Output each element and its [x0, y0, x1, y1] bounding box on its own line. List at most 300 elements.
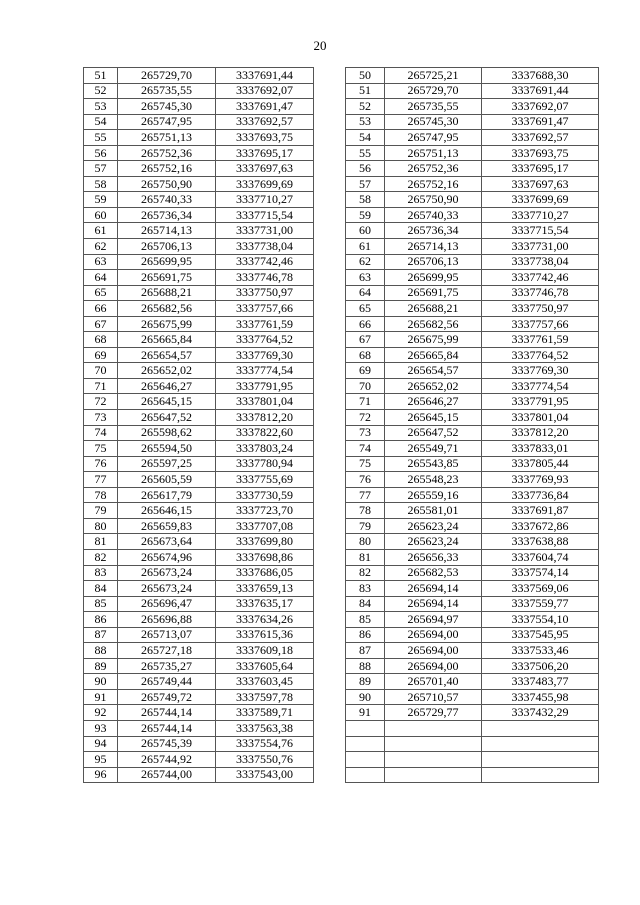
point-number-cell: 91 [84, 689, 118, 705]
point-number-cell: 57 [346, 176, 385, 192]
y-coordinate-cell: 3337750,97 [216, 285, 314, 301]
table-row [84, 99, 314, 115]
y-coordinate-cell: 3337746,78 [482, 285, 599, 301]
table-row [84, 363, 314, 379]
x-coordinate-cell: 265652,02 [385, 378, 482, 394]
point-number-cell: 79 [346, 518, 385, 534]
point-number-cell: 89 [84, 658, 118, 674]
y-coordinate-cell: 3337695,17 [216, 145, 314, 161]
table-row [346, 410, 599, 426]
y-coordinate-cell [482, 736, 599, 752]
y-coordinate-cell: 3337803,24 [216, 441, 314, 457]
table-row [84, 752, 314, 768]
point-number-cell: 83 [346, 581, 385, 597]
y-coordinate-cell [482, 720, 599, 736]
y-coordinate-cell: 3337692,57 [482, 130, 599, 146]
y-coordinate-cell: 3337710,27 [482, 207, 599, 223]
x-coordinate-cell: 265646,27 [118, 378, 216, 394]
x-coordinate-cell: 265647,52 [118, 410, 216, 426]
x-coordinate-cell: 265581,01 [385, 503, 482, 519]
table-row [346, 363, 599, 379]
point-number-cell: 52 [84, 83, 118, 99]
point-number-cell: 95 [84, 752, 118, 768]
y-coordinate-cell: 3337822,60 [216, 425, 314, 441]
x-coordinate-cell: 265751,13 [118, 130, 216, 146]
point-number-cell: 71 [346, 394, 385, 410]
x-coordinate-cell: 265752,16 [385, 176, 482, 192]
point-number-cell: 80 [346, 534, 385, 550]
x-coordinate-cell: 265699,95 [385, 270, 482, 286]
x-coordinate-cell: 265694,00 [385, 643, 482, 659]
x-coordinate-cell [385, 752, 482, 768]
point-number-cell: 85 [84, 596, 118, 612]
table-row [84, 612, 314, 628]
x-coordinate-cell: 265673,24 [118, 565, 216, 581]
y-coordinate-cell: 3337699,80 [216, 534, 314, 550]
y-coordinate-cell: 3337688,30 [482, 68, 599, 84]
table-row [84, 456, 314, 472]
point-number-cell: 69 [346, 363, 385, 379]
table-row [346, 643, 599, 659]
x-coordinate-cell: 265749,44 [118, 674, 216, 690]
table-row [346, 145, 599, 161]
y-coordinate-cell: 3337699,69 [216, 176, 314, 192]
table-row [84, 378, 314, 394]
point-number-cell: 66 [346, 316, 385, 332]
x-coordinate-cell: 265750,90 [385, 192, 482, 208]
point-number-cell: 77 [84, 472, 118, 488]
x-coordinate-cell: 265682,53 [385, 565, 482, 581]
y-coordinate-cell: 3337757,66 [482, 316, 599, 332]
x-coordinate-cell: 265735,27 [118, 658, 216, 674]
point-number-cell: 77 [346, 487, 385, 503]
table-row [346, 239, 599, 255]
y-coordinate-cell: 3337692,07 [482, 99, 599, 115]
x-coordinate-cell: 265729,77 [385, 705, 482, 721]
x-coordinate-cell: 265597,25 [118, 456, 216, 472]
table-row [84, 332, 314, 348]
y-coordinate-cell: 3337597,78 [216, 689, 314, 705]
point-number-cell: 76 [346, 472, 385, 488]
table-row [84, 347, 314, 363]
y-coordinate-cell: 3337774,54 [482, 378, 599, 394]
point-number-cell: 75 [346, 456, 385, 472]
x-coordinate-cell: 265735,55 [118, 83, 216, 99]
table-row [84, 239, 314, 255]
x-coordinate-cell: 265725,21 [385, 68, 482, 84]
table-row [346, 192, 599, 208]
point-number-cell: 68 [346, 347, 385, 363]
table-row [84, 518, 314, 534]
y-coordinate-cell: 3337533,46 [482, 643, 599, 659]
y-coordinate-cell: 3337589,71 [216, 705, 314, 721]
point-number-cell [346, 752, 385, 768]
y-coordinate-cell: 3337755,69 [216, 472, 314, 488]
y-coordinate-cell: 3337791,95 [216, 378, 314, 394]
table-row [346, 627, 599, 643]
table-row [84, 68, 314, 84]
point-number-cell: 65 [84, 285, 118, 301]
table-row [84, 145, 314, 161]
y-coordinate-cell: 3337812,20 [482, 425, 599, 441]
y-coordinate-cell: 3337742,46 [216, 254, 314, 270]
table-row [84, 441, 314, 457]
x-coordinate-cell: 265694,97 [385, 612, 482, 628]
table-row [346, 114, 599, 130]
x-coordinate-cell: 265559,16 [385, 487, 482, 503]
table-row [346, 767, 599, 783]
point-number-cell: 72 [84, 394, 118, 410]
table-row [346, 130, 599, 146]
y-coordinate-cell: 3337738,04 [216, 239, 314, 255]
table-row [346, 161, 599, 177]
y-coordinate-cell: 3337695,17 [482, 161, 599, 177]
point-number-cell: 59 [346, 207, 385, 223]
y-coordinate-cell: 3337615,36 [216, 627, 314, 643]
x-coordinate-cell: 265735,55 [385, 99, 482, 115]
y-coordinate-cell: 3337554,10 [482, 612, 599, 628]
y-coordinate-cell: 3337543,00 [216, 767, 314, 783]
point-number-cell: 86 [84, 612, 118, 628]
x-coordinate-cell: 265659,83 [118, 518, 216, 534]
x-coordinate-cell: 265647,52 [385, 425, 482, 441]
table-row [346, 83, 599, 99]
point-number-cell: 56 [84, 145, 118, 161]
y-coordinate-cell: 3337691,44 [482, 83, 599, 99]
table-row [346, 534, 599, 550]
y-coordinate-cell: 3337635,17 [216, 596, 314, 612]
y-coordinate-cell: 3337715,54 [216, 207, 314, 223]
point-number-cell: 51 [84, 68, 118, 84]
point-number-cell: 60 [346, 223, 385, 239]
y-coordinate-cell: 3337609,18 [216, 643, 314, 659]
y-coordinate-cell: 3337691,47 [482, 114, 599, 130]
x-coordinate-cell: 265654,57 [118, 347, 216, 363]
x-coordinate-cell: 265745,30 [118, 99, 216, 115]
x-coordinate-cell: 265682,56 [118, 301, 216, 317]
x-coordinate-cell: 265654,57 [385, 363, 482, 379]
table-row [84, 270, 314, 286]
point-number-cell: 63 [84, 254, 118, 270]
table-row [346, 596, 599, 612]
x-coordinate-cell: 265694,14 [385, 581, 482, 597]
table-row [84, 254, 314, 270]
point-number-cell: 60 [84, 207, 118, 223]
y-coordinate-cell: 3337774,54 [216, 363, 314, 379]
table-row [346, 487, 599, 503]
table-row [84, 130, 314, 146]
point-number-cell: 81 [346, 549, 385, 565]
x-coordinate-cell: 265727,18 [118, 643, 216, 659]
x-coordinate-cell: 265747,95 [385, 130, 482, 146]
x-coordinate-cell: 265646,15 [118, 503, 216, 519]
x-coordinate-cell: 265745,39 [118, 736, 216, 752]
y-coordinate-cell: 3337764,52 [482, 347, 599, 363]
y-coordinate-cell: 3337780,94 [216, 456, 314, 472]
table-row [84, 689, 314, 705]
y-coordinate-cell: 3337692,07 [216, 83, 314, 99]
point-number-cell: 50 [346, 68, 385, 84]
table-row [84, 161, 314, 177]
point-number-cell: 61 [346, 239, 385, 255]
table-row [346, 472, 599, 488]
x-coordinate-cell: 265740,33 [385, 207, 482, 223]
y-coordinate-cell: 3337801,04 [216, 394, 314, 410]
point-number-cell: 74 [84, 425, 118, 441]
x-coordinate-cell: 265714,13 [385, 239, 482, 255]
point-number-cell: 52 [346, 99, 385, 115]
table-row [346, 658, 599, 674]
y-coordinate-cell: 3337432,29 [482, 705, 599, 721]
x-coordinate-cell: 265701,40 [385, 674, 482, 690]
point-number-cell: 53 [84, 99, 118, 115]
y-coordinate-cell: 3337769,93 [482, 472, 599, 488]
table-row [84, 394, 314, 410]
table-row [346, 565, 599, 581]
x-coordinate-cell: 265646,27 [385, 394, 482, 410]
point-number-cell: 78 [84, 487, 118, 503]
x-coordinate-cell: 265548,23 [385, 472, 482, 488]
point-number-cell: 55 [346, 145, 385, 161]
y-coordinate-cell: 3337761,59 [482, 332, 599, 348]
y-coordinate-cell: 3337691,87 [482, 503, 599, 519]
y-coordinate-cell: 3337686,05 [216, 565, 314, 581]
x-coordinate-cell: 265745,30 [385, 114, 482, 130]
point-number-cell: 80 [84, 518, 118, 534]
y-coordinate-cell: 3337746,78 [216, 270, 314, 286]
table-row [346, 207, 599, 223]
table-row [84, 192, 314, 208]
table-row [84, 425, 314, 441]
table-row [84, 767, 314, 783]
y-coordinate-cell: 3337730,59 [216, 487, 314, 503]
x-coordinate-cell: 265749,72 [118, 689, 216, 705]
table-row [346, 581, 599, 597]
table-row [346, 176, 599, 192]
y-coordinate-cell: 3337731,00 [482, 239, 599, 255]
table-row [346, 518, 599, 534]
table-row [84, 503, 314, 519]
point-number-cell: 72 [346, 410, 385, 426]
point-number-cell: 57 [84, 161, 118, 177]
x-coordinate-cell: 265729,70 [385, 83, 482, 99]
table-row [84, 472, 314, 488]
table-row [84, 223, 314, 239]
table-row [346, 456, 599, 472]
point-number-cell: 61 [84, 223, 118, 239]
point-number-cell: 87 [346, 643, 385, 659]
point-number-cell: 89 [346, 674, 385, 690]
y-coordinate-cell: 3337723,70 [216, 503, 314, 519]
point-number-cell: 84 [84, 581, 118, 597]
y-coordinate-cell: 3337791,95 [482, 394, 599, 410]
y-coordinate-cell: 3337769,30 [482, 363, 599, 379]
x-coordinate-cell: 265543,85 [385, 456, 482, 472]
point-number-cell: 69 [84, 347, 118, 363]
y-coordinate-cell: 3337697,63 [216, 161, 314, 177]
y-coordinate-cell: 3337812,20 [216, 410, 314, 426]
table-row [346, 674, 599, 690]
x-coordinate-cell: 265750,90 [118, 176, 216, 192]
x-coordinate-cell: 265747,95 [118, 114, 216, 130]
y-coordinate-cell: 3337605,64 [216, 658, 314, 674]
y-coordinate-cell: 3337634,26 [216, 612, 314, 628]
y-coordinate-cell [482, 752, 599, 768]
point-number-cell: 82 [346, 565, 385, 581]
point-number-cell [346, 720, 385, 736]
x-coordinate-cell [385, 736, 482, 752]
point-number-cell: 94 [84, 736, 118, 752]
point-number-cell: 87 [84, 627, 118, 643]
y-coordinate-cell: 3337738,04 [482, 254, 599, 270]
x-coordinate-cell: 265744,14 [118, 705, 216, 721]
x-coordinate-cell: 265736,34 [385, 223, 482, 239]
x-coordinate-cell [385, 720, 482, 736]
point-number-cell: 88 [346, 658, 385, 674]
y-coordinate-cell: 3337693,75 [216, 130, 314, 146]
point-number-cell: 56 [346, 161, 385, 177]
coordinates-table-right-body [346, 68, 599, 783]
y-coordinate-cell: 3337699,69 [482, 192, 599, 208]
x-coordinate-cell: 265623,24 [385, 534, 482, 550]
y-coordinate-cell: 3337731,00 [216, 223, 314, 239]
x-coordinate-cell: 265645,15 [118, 394, 216, 410]
y-coordinate-cell: 3337692,57 [216, 114, 314, 130]
x-coordinate-cell: 265706,13 [118, 239, 216, 255]
point-number-cell: 58 [84, 176, 118, 192]
table-row [346, 752, 599, 768]
coordinates-table-left [83, 67, 314, 783]
table-row [84, 705, 314, 721]
point-number-cell: 78 [346, 503, 385, 519]
point-number-cell: 92 [84, 705, 118, 721]
table-row [84, 534, 314, 550]
y-coordinate-cell: 3337691,47 [216, 99, 314, 115]
y-coordinate-cell: 3337693,75 [482, 145, 599, 161]
x-coordinate-cell: 265665,84 [385, 347, 482, 363]
point-number-cell: 68 [84, 332, 118, 348]
point-number-cell: 81 [84, 534, 118, 550]
table-row [84, 207, 314, 223]
x-coordinate-cell: 265665,84 [118, 332, 216, 348]
point-number-cell: 67 [84, 316, 118, 332]
table-row [346, 549, 599, 565]
table-row [346, 301, 599, 317]
table-row [84, 487, 314, 503]
table-row [84, 114, 314, 130]
point-number-cell: 51 [346, 83, 385, 99]
table-row [346, 705, 599, 721]
table-row [346, 378, 599, 394]
y-coordinate-cell: 3337742,46 [482, 270, 599, 286]
point-number-cell: 79 [84, 503, 118, 519]
point-number-cell: 91 [346, 705, 385, 721]
coordinates-table-left-body [84, 68, 314, 783]
x-coordinate-cell: 265729,70 [118, 68, 216, 84]
y-coordinate-cell: 3337604,74 [482, 549, 599, 565]
table-row [84, 565, 314, 581]
point-number-cell: 82 [84, 549, 118, 565]
point-number-cell: 70 [346, 378, 385, 394]
x-coordinate-cell: 265691,75 [385, 285, 482, 301]
x-coordinate-cell: 265713,07 [118, 627, 216, 643]
x-coordinate-cell [385, 767, 482, 783]
point-number-cell: 67 [346, 332, 385, 348]
table-row [346, 270, 599, 286]
x-coordinate-cell: 265605,59 [118, 472, 216, 488]
x-coordinate-cell: 265598,62 [118, 425, 216, 441]
point-number-cell [346, 767, 385, 783]
table-row [84, 316, 314, 332]
point-number-cell: 54 [84, 114, 118, 130]
y-coordinate-cell: 3337545,95 [482, 627, 599, 643]
table-row [346, 503, 599, 519]
y-coordinate-cell: 3337559,77 [482, 596, 599, 612]
x-coordinate-cell: 265752,36 [118, 145, 216, 161]
y-coordinate-cell: 3337707,08 [216, 518, 314, 534]
point-number-cell: 65 [346, 301, 385, 317]
x-coordinate-cell: 265752,36 [385, 161, 482, 177]
table-row [84, 658, 314, 674]
y-coordinate-cell: 3337769,30 [216, 347, 314, 363]
y-coordinate-cell: 3337659,13 [216, 581, 314, 597]
table-row [346, 394, 599, 410]
y-coordinate-cell: 3337574,14 [482, 565, 599, 581]
x-coordinate-cell: 265706,13 [385, 254, 482, 270]
table-row [84, 720, 314, 736]
x-coordinate-cell: 265617,79 [118, 487, 216, 503]
y-coordinate-cell: 3337764,52 [216, 332, 314, 348]
y-coordinate-cell: 3337715,54 [482, 223, 599, 239]
y-coordinate-cell: 3337750,97 [482, 301, 599, 317]
point-number-cell: 64 [346, 285, 385, 301]
y-coordinate-cell: 3337483,77 [482, 674, 599, 690]
table-row [84, 627, 314, 643]
y-coordinate-cell: 3337550,76 [216, 752, 314, 768]
y-coordinate-cell: 3337801,04 [482, 410, 599, 426]
point-number-cell: 85 [346, 612, 385, 628]
x-coordinate-cell: 265645,15 [385, 410, 482, 426]
table-row [84, 674, 314, 690]
table-row [84, 643, 314, 659]
table-row [84, 83, 314, 99]
y-coordinate-cell: 3337710,27 [216, 192, 314, 208]
point-number-cell: 84 [346, 596, 385, 612]
x-coordinate-cell: 265694,00 [385, 627, 482, 643]
table-row [346, 441, 599, 457]
point-number-cell: 55 [84, 130, 118, 146]
table-row [346, 99, 599, 115]
x-coordinate-cell: 265688,21 [385, 301, 482, 317]
point-number-cell: 73 [84, 410, 118, 426]
x-coordinate-cell: 265656,33 [385, 549, 482, 565]
point-number-cell: 88 [84, 643, 118, 659]
x-coordinate-cell: 265549,71 [385, 441, 482, 457]
point-number-cell: 73 [346, 425, 385, 441]
y-coordinate-cell [482, 767, 599, 783]
point-number-cell: 76 [84, 456, 118, 472]
table-row [346, 68, 599, 84]
x-coordinate-cell: 265744,00 [118, 767, 216, 783]
x-coordinate-cell: 265696,88 [118, 612, 216, 628]
x-coordinate-cell: 265594,50 [118, 441, 216, 457]
point-number-cell: 74 [346, 441, 385, 457]
x-coordinate-cell: 265744,92 [118, 752, 216, 768]
table-row [84, 176, 314, 192]
x-coordinate-cell: 265675,99 [385, 332, 482, 348]
point-number-cell: 62 [84, 239, 118, 255]
point-number-cell: 83 [84, 565, 118, 581]
